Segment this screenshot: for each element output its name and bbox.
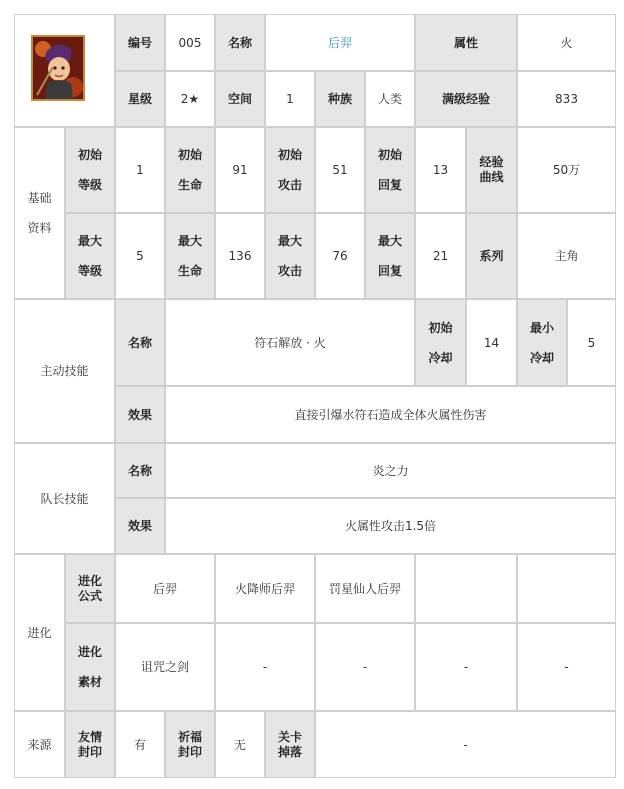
max-rcv-label (365, 213, 415, 299)
max-rcv-value: 21 (415, 213, 466, 299)
leader-skill-effect-label: 效果 (115, 498, 165, 554)
init-level-value: 1 (115, 127, 165, 213)
pray-seal-label-1: 祈福 (177, 729, 202, 744)
exp-curve-label-1: 经验 (479, 155, 504, 169)
max-level-label (65, 213, 115, 299)
friend-seal-label (65, 711, 115, 778)
active-skill-name: 符石解放 · 火 (165, 299, 415, 386)
star-value: 2★ (165, 71, 215, 127)
series-value: 主角 (517, 213, 616, 299)
max-exp-value: 833 (517, 71, 616, 127)
init-cd-label (415, 299, 466, 386)
evolution-formula-1[interactable]: 后羿 (115, 554, 215, 623)
active-skill-section-label: 主动技能 (14, 299, 115, 443)
evolution-formula-label-1: 进化 (77, 573, 102, 588)
evolution-material-label-1: 进化 (77, 645, 102, 659)
pray-seal-label-2: 封印 (177, 744, 202, 759)
init-rcv-label (365, 127, 415, 213)
stage-drop-label (265, 711, 315, 778)
space-label: 空间 (215, 71, 265, 127)
init-atk-label (265, 127, 315, 213)
name-link[interactable]: 后羿 (265, 14, 415, 71)
race-label: 种族 (315, 71, 365, 127)
min-cd-value: 5 (567, 299, 616, 386)
init-rcv-label-1: 初始 (377, 148, 402, 162)
init-atk-label-2: 攻击 (277, 178, 302, 192)
init-atk-label-1: 初始 (277, 148, 302, 162)
init-hp-label-1: 初始 (177, 148, 202, 162)
init-hp-value: 91 (215, 127, 265, 213)
init-cd-label-1: 初始 (428, 320, 453, 335)
evolution-formula-label-2: 公式 (77, 588, 102, 603)
evolution-material-label-2: 素材 (77, 675, 102, 689)
race-value: 人类 (365, 71, 415, 127)
evolution-material-label (65, 623, 115, 711)
max-level-label-1: 最大 (77, 234, 102, 248)
evolution-formula-5 (517, 554, 616, 623)
max-hp-value: 136 (215, 213, 265, 299)
stage-drop-label-2: 掉落 (277, 744, 302, 759)
pray-seal-label (165, 711, 215, 778)
max-atk-label-2: 攻击 (277, 264, 302, 278)
exp-curve-label-2: 曲线 (479, 170, 504, 184)
max-level-value: 5 (115, 213, 165, 299)
friend-seal-label-2: 封印 (77, 744, 102, 759)
active-skill-effect-label: 效果 (115, 386, 165, 443)
number-label: 编号 (115, 14, 165, 71)
leader-skill-section-label: 队长技能 (14, 443, 115, 554)
max-exp-label: 满级经验 (415, 71, 517, 127)
active-skill-name-label: 名称 (115, 299, 165, 386)
max-level-label-2: 等级 (77, 264, 102, 278)
max-rcv-label-1: 最大 (377, 234, 402, 248)
max-atk-label (265, 213, 315, 299)
init-cd-label-2: 冷却 (428, 350, 453, 365)
min-cd-label-2: 冷却 (529, 350, 554, 365)
init-atk-value: 51 (315, 127, 365, 213)
max-hp-label-1: 最大 (177, 234, 202, 248)
evolution-formula-label (65, 554, 115, 623)
attribute-value: 火 (517, 14, 616, 71)
init-level-label-2: 等级 (77, 178, 102, 192)
name-label: 名称 (215, 14, 265, 71)
number-value: 005 (165, 14, 215, 71)
evolution-formula-2[interactable]: 火降师后羿 (215, 554, 315, 623)
init-level-label (65, 127, 115, 213)
init-hp-label (165, 127, 215, 213)
leader-skill-effect: 火属性攻击1.5倍 (165, 498, 616, 554)
stage-drop-label-1: 关卡 (277, 729, 302, 744)
evolution-material-4: - (415, 623, 517, 711)
basic-section-label (14, 127, 65, 299)
character-portrait-icon[interactable] (31, 35, 85, 101)
max-hp-label-2: 生命 (177, 264, 202, 278)
init-rcv-label-2: 回复 (377, 178, 402, 192)
max-atk-value: 76 (315, 213, 365, 299)
init-cd-value: 14 (466, 299, 517, 386)
evolution-formula-4 (415, 554, 517, 623)
star-label: 星级 (115, 71, 165, 127)
leader-skill-name: 炎之力 (165, 443, 616, 498)
pray-seal-value: 无 (215, 711, 265, 778)
space-value: 1 (265, 71, 315, 127)
init-rcv-value: 13 (415, 127, 466, 213)
series-label: 系列 (466, 213, 517, 299)
exp-curve-value: 50万 (517, 127, 616, 213)
stage-drop-value: - (315, 711, 616, 778)
leader-skill-name-label: 名称 (115, 443, 165, 498)
max-atk-label-1: 最大 (277, 234, 302, 248)
exp-curve-label (466, 127, 517, 213)
evolution-material-3: - (315, 623, 415, 711)
source-section-label: 来源 (14, 711, 65, 778)
evolution-material-1[interactable]: 诅咒之剑 (115, 623, 215, 711)
evolution-material-5: - (517, 623, 616, 711)
evolution-formula-3[interactable]: 罚星仙人后羿 (315, 554, 415, 623)
evolution-material-2: - (215, 623, 315, 711)
max-hp-label (165, 213, 215, 299)
basic-section-line1: 基础 (27, 191, 52, 205)
init-hp-label-2: 生命 (177, 178, 202, 192)
attribute-label: 属性 (415, 14, 517, 71)
min-cd-label-1: 最小 (529, 320, 554, 335)
max-rcv-label-2: 回复 (377, 264, 402, 278)
friend-seal-value: 有 (115, 711, 165, 778)
min-cd-label (517, 299, 567, 386)
evolution-section-label: 进化 (14, 554, 65, 711)
init-level-label-1: 初始 (77, 148, 102, 162)
basic-section-line2: 资料 (27, 221, 52, 235)
friend-seal-label-1: 友情 (77, 729, 102, 744)
active-skill-effect: 直接引爆水符石造成全体火属性伤害 (165, 386, 616, 443)
